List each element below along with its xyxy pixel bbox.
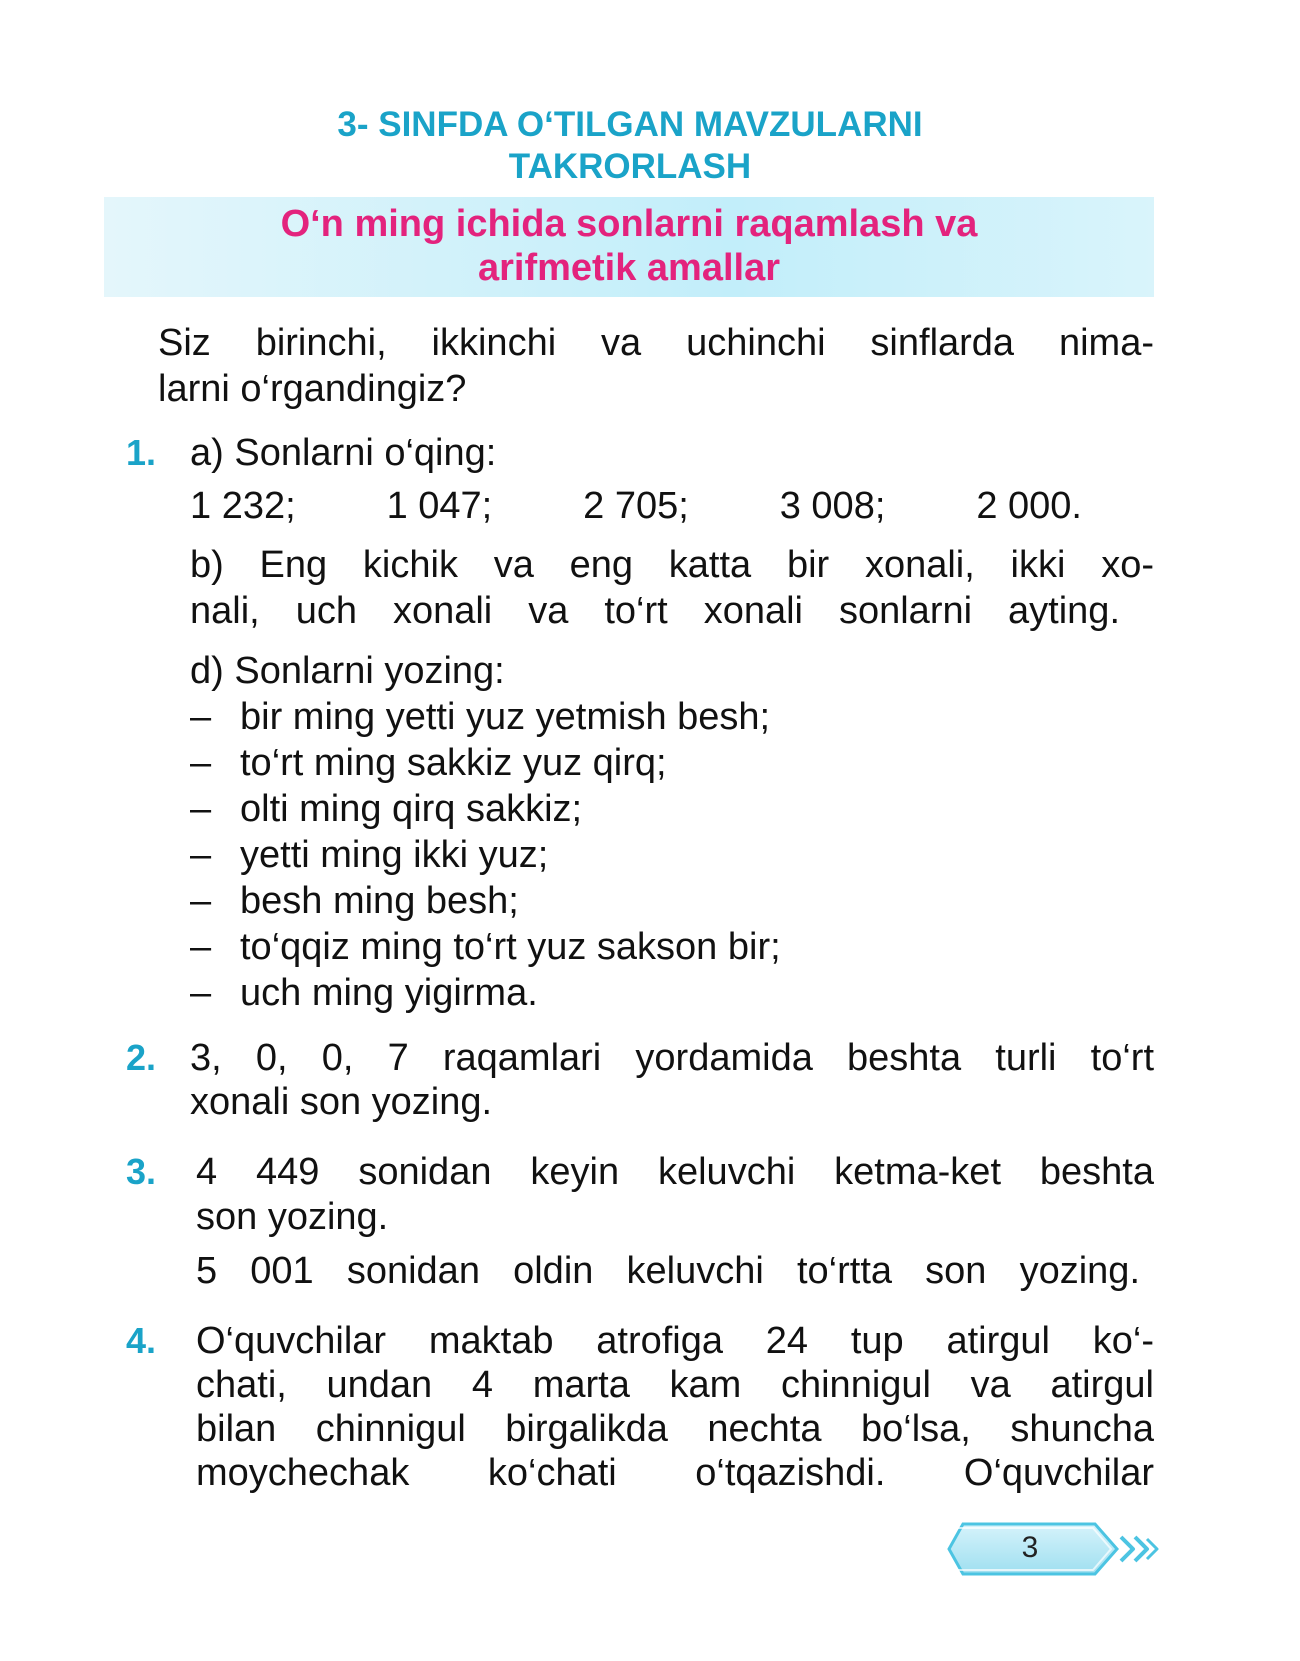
dash: – bbox=[190, 926, 212, 968]
section-title-line2: TAKRORLASH bbox=[508, 147, 752, 186]
list-item bbox=[190, 694, 770, 740]
task1-number: 1. bbox=[126, 432, 157, 473]
task1-a-label: a) Sonlarni o‘qing: bbox=[190, 432, 497, 474]
numbers-row bbox=[190, 483, 1082, 529]
list-item bbox=[190, 924, 781, 970]
task4-number: 4. bbox=[126, 1320, 157, 1361]
page-number: 3 bbox=[1021, 1531, 1039, 1564]
task1-b-line2: nali, uch xonali va to‘rt xonali sonlarni ayting. bbox=[190, 590, 1120, 632]
task2-line1: 3, 0, 0, 7 raqamlari yordamida beshta turli to‘rt bbox=[190, 1037, 1154, 1079]
task4-line2: chati, undan 4 marta kam chinnigul va atirgul bbox=[196, 1364, 1154, 1406]
list-item-text: bir ming yetti yuz yetmish besh; bbox=[240, 696, 771, 738]
list-item-text: olti ming qirq sakkiz; bbox=[240, 788, 583, 830]
topic-title-line2: arifmetik amallar bbox=[477, 247, 781, 289]
dash: – bbox=[190, 742, 212, 784]
dash: – bbox=[190, 972, 212, 1014]
number-5: 2 000. bbox=[976, 485, 1082, 527]
task3-number: 3. bbox=[126, 1151, 157, 1192]
list-item bbox=[190, 970, 538, 1016]
list-item bbox=[190, 740, 667, 786]
list-item bbox=[190, 832, 548, 878]
section-title-line1: 3- SINFDA O‘TILGAN MAVZULARNI bbox=[337, 105, 923, 144]
task2-line2: xonali son yozing. bbox=[190, 1081, 493, 1123]
list-item-text: to‘rt ming sakkiz yuz qirq; bbox=[240, 742, 667, 784]
dash: – bbox=[190, 788, 212, 830]
task2-number: 2. bbox=[126, 1037, 157, 1078]
task1-d-label: d) Sonlarni yozing: bbox=[190, 650, 505, 692]
list-item bbox=[190, 878, 519, 924]
intro-line2: larni o‘rgandingiz? bbox=[158, 368, 467, 410]
number-1: 1 232; bbox=[190, 485, 296, 527]
number-4: 3 008; bbox=[779, 485, 886, 527]
list-item-text: yetti ming ikki yuz; bbox=[240, 834, 549, 876]
list-item-text: to‘qqiz ming to‘rt yuz sakson bir; bbox=[240, 926, 781, 968]
number-2: 1 047; bbox=[386, 485, 493, 527]
task3-line1: 4 449 sonidan keyin keluvchi ketma-ket beshta bbox=[196, 1151, 1154, 1193]
list-item-text: uch ming yigirma. bbox=[240, 972, 538, 1014]
list-item-text: besh ming besh; bbox=[240, 880, 519, 922]
dash: – bbox=[190, 696, 212, 738]
task4-line3: bilan chinnigul birgalikda nechta bo‘lsa, shuncha bbox=[196, 1408, 1154, 1450]
task4-line1: O‘quvchilar maktab atrofiga 24 tup atirgul ko‘- bbox=[196, 1320, 1154, 1362]
list-item bbox=[190, 786, 582, 832]
topic-title-line1: O‘n ming ichida sonlarni raqamlash va bbox=[280, 203, 978, 245]
chevron-right-icon bbox=[1121, 1537, 1157, 1561]
dash: – bbox=[190, 880, 212, 922]
number-3: 2 705; bbox=[583, 485, 689, 527]
task3-line3: 5 001 sonidan oldin keluvchi to‘rtta son yozing. bbox=[196, 1250, 1140, 1292]
task4-line4: moychechak ko‘chati o‘tqazishdi. O‘quvchilar bbox=[196, 1452, 1154, 1494]
task3-line2: son yozing. bbox=[196, 1196, 389, 1238]
intro-line1: Siz birinchi, ikkinchi va uchinchi sinflarda nima- bbox=[158, 322, 1154, 364]
task1-b-line1: b) Eng kichik va eng katta bir xonali, ikki xo- bbox=[190, 544, 1154, 586]
dash: – bbox=[190, 834, 212, 876]
